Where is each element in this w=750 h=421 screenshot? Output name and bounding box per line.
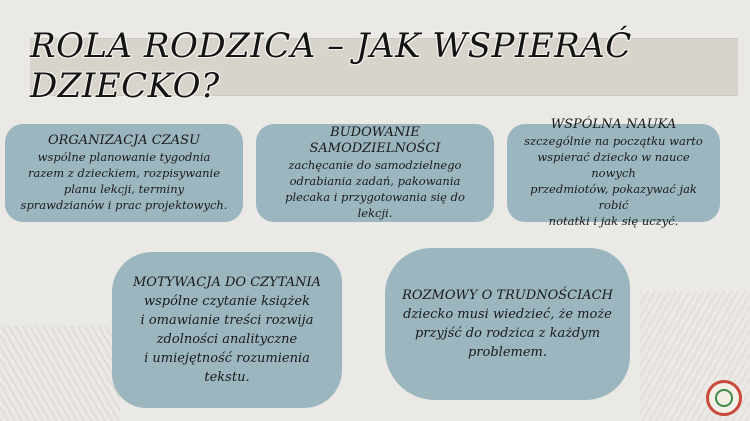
card-rozmowy-o-trudnosciach: [385, 248, 630, 400]
card-line: planu lekcji, terminy: [63, 182, 185, 196]
card-line: przedmiotów, pokazywać jak robić: [530, 182, 697, 212]
card-body: [141, 292, 314, 387]
card-body: [21, 149, 228, 213]
card-line: i umiejętność rozumienia: [144, 350, 310, 366]
card-wspolna-nauka: [507, 117, 720, 228]
card-heading: MOTYWACJA DO CZYTANIA: [132, 274, 322, 290]
card-line: lekcji.: [357, 206, 393, 220]
card-line: sprawdzianów i prac projektowych.: [20, 198, 228, 212]
card-line: i omawianie treści rozwija: [140, 312, 314, 328]
card-line: notatki i jak się uczyć.: [548, 214, 679, 228]
card-heading: ORGANIZACJA CZASU: [47, 133, 201, 148]
card-line: zachęcanie do samodzielnego: [288, 158, 462, 172]
card-body: [403, 305, 612, 362]
card-budowanie-samodzielnosci: [256, 124, 494, 222]
card-line: zdolności analityczne: [156, 331, 298, 347]
card-motywacja-do-czytania: [112, 252, 342, 408]
card-heading: ROZMOWY O TRUDNOŚCIACH: [402, 287, 613, 303]
card-organizacja-czasu: [5, 124, 243, 222]
seal-inner-ring: [715, 389, 733, 407]
card-line: wspólne planowanie tygodnia: [37, 150, 211, 164]
background-texture: [0, 326, 120, 421]
card-line: razem z dzieckiem, rozpisywanie: [27, 166, 220, 180]
card-line: szczególnie na początku warto: [524, 134, 703, 148]
school-seal-icon: [706, 380, 742, 416]
card-line: dziecko musi wiedzieć, że może: [403, 306, 612, 322]
card-line: wspólne czytanie książek: [143, 293, 310, 309]
card-heading: WSPÓLNA NAUKA: [550, 117, 677, 132]
card-line: przyjść do rodzica z każdym: [414, 325, 601, 341]
card-line: problemem.: [467, 344, 547, 360]
page-title: ROLA RODZICA – JAK WSPIERAĆ DZIECKO?: [30, 26, 632, 106]
card-line: odrabiania zadań, pakowania: [289, 174, 461, 188]
card-body: [285, 157, 465, 221]
card-line: plecaka i przygotowania się do: [285, 190, 465, 204]
card-line: tekstu.: [204, 369, 250, 385]
card-line: wspierać dziecko w nauce nowych: [537, 150, 690, 180]
card-body: [515, 133, 712, 229]
card-heading: BUDOWANIE SAMODZIELNOŚCI: [309, 125, 441, 156]
